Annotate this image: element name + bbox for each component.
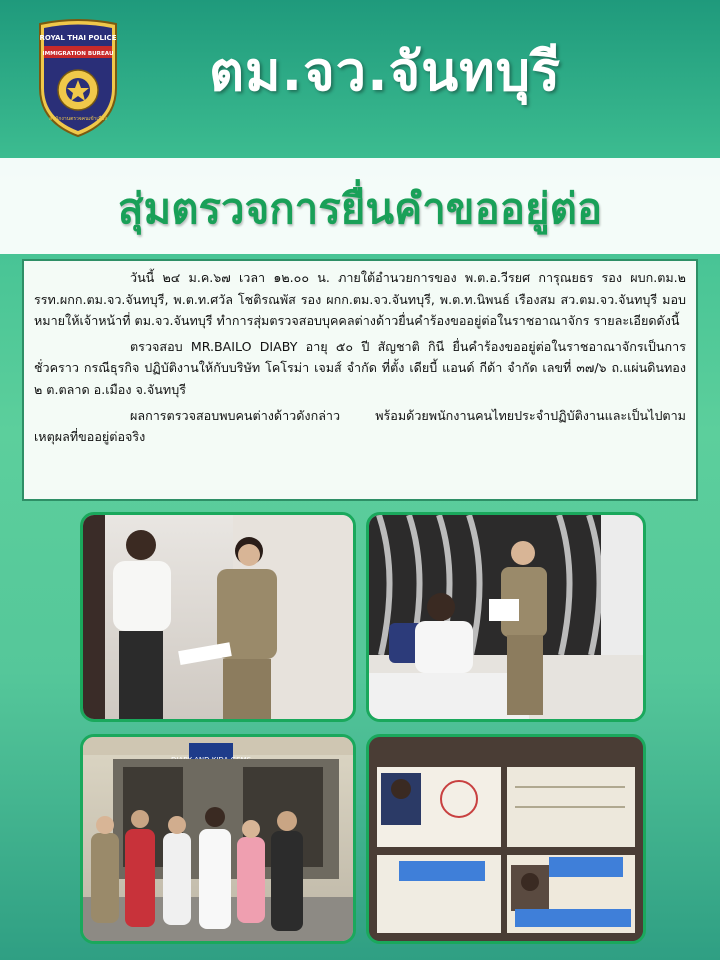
badge-top-text: ROYAL THAI POLICE <box>39 34 117 42</box>
report-text-box <box>22 259 698 501</box>
photo-group-at-shop-illustration <box>83 737 353 941</box>
redaction-box-1 <box>399 861 485 881</box>
photo-passport-documents <box>366 734 646 944</box>
page-subtitle: สุ่มตรวจการยื่นคำขออยู่ต่อ <box>117 184 603 233</box>
report-paragraph-3: ผลการตรวจสอบพบคนต่างด้าวดังกล่าว พร้อมด้วยพนักงานคนไทยประจำปฏิบัติงานและเป็นไปตามเหตุผลที่ขออยู่ต่อจริง <box>34 407 686 445</box>
redaction-box-2 <box>549 857 623 877</box>
photo-document-check-illustration <box>83 515 353 719</box>
photo-seated-interview <box>366 512 646 722</box>
badge-bottom-text: สำนักงานตรวจคนเข้าเมือง <box>49 116 107 122</box>
photo-document-check <box>80 512 356 722</box>
royal-thai-police-badge <box>34 18 122 138</box>
photo-seated-interview-illustration <box>369 515 643 719</box>
badge-band-text: IMMIGRATION BUREAU <box>42 51 114 57</box>
redaction-box-3 <box>515 909 631 927</box>
photo-passport-illustration <box>369 737 643 941</box>
report-paragraph-2: ตรวจสอบ MR.BAILO DIABY อายุ ๕๐ ปี สัญชาติ กินี ยื่นคำร้องขออยู่ต่อในราชอาณาจักรเป็นการชั่วคราว กรณีธุรกิจ ปฏิบัติงานให้กับบริษัท โคโรม่า เจมส์ จำกัด ที่ตั้ง เดียบี้ แอนด์ กีด้า จำกัด เลขที่ ๓๗/๖ ถ.แผ่นดินทอง ๒ ต.ตลาด อ.เมือง จ.จันทบุรี <box>34 338 686 397</box>
report-paragraph-1: วันนี้ ๒๔ ม.ค.๖๗ เวลา ๑๒.๐๐ น. ภายใต้อำนวยการของ พ.ต.อ.วีรยศ การุณยธร รอง ผบก.ตม.๒ รรท.ผกก.ตม.จว.จันทบุรี, พ.ต.ท.ศวัล โชติรณพัส รอง ผกก.ตม.จว.จันทบุรี, พ.ต.ท.นิพนธ์ เรืองสม สว.ตม.จว.จันทบุรี มอบหมายให้เจ้าหน้าที่ ตม.จว.จันทบุรี ทำการสุ่มตรวจสอบบุคคลต่างด้าวยื่นคำร้องขออยู่ต่อในราชอาณาจักร รายละเอียดดังนี้ <box>34 270 686 329</box>
page-title: ตม.จว.จันทบุรี <box>208 40 562 103</box>
photo-group-at-shop <box>80 734 356 944</box>
